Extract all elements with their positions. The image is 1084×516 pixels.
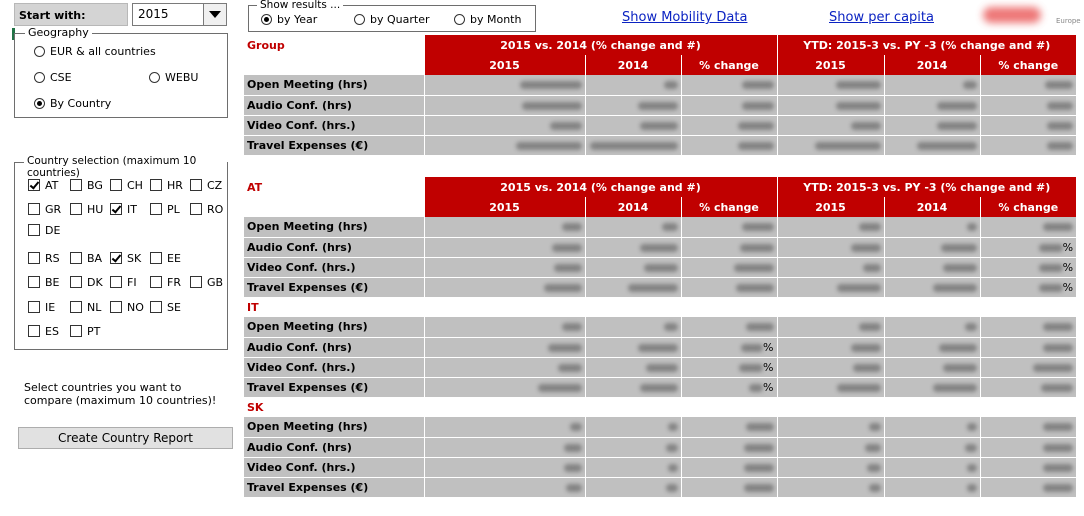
pct-value <box>681 357 777 377</box>
col-pct-change: % change <box>681 197 777 217</box>
checkbox-icon <box>150 276 162 288</box>
table-row <box>244 75 1076 95</box>
checkbox-gb[interactable] <box>190 276 223 289</box>
table-row <box>244 377 1076 397</box>
checkbox-checked-icon <box>28 179 40 191</box>
col-pct-change: % change <box>681 55 777 75</box>
section-row-it <box>244 297 1076 317</box>
checkbox-ro[interactable] <box>190 203 223 216</box>
blurred-value <box>777 75 884 95</box>
header-row-2 <box>244 55 1076 75</box>
checkbox-ba[interactable] <box>70 252 102 265</box>
checkbox-icon <box>70 276 82 288</box>
radio-eur-all-label: EUR & all countries <box>50 45 156 58</box>
show-per-capita-link[interactable]: Show per capita <box>829 10 934 25</box>
radio-icon <box>34 46 45 57</box>
checkbox-es-label: ES <box>45 325 59 338</box>
metric-label: Audio Conf. (hrs) <box>244 337 424 357</box>
checkbox-cz[interactable] <box>190 179 222 192</box>
metric-label: Video Conf. (hrs.) <box>244 357 424 377</box>
blurred-value <box>884 135 980 155</box>
radio-icon <box>354 14 365 25</box>
blurred-value <box>681 417 777 437</box>
checkbox-cz-label: CZ <box>207 179 223 192</box>
metric-label: Video Conf. (hrs.) <box>244 257 424 277</box>
section-title-at: AT <box>247 180 263 194</box>
checkbox-it-label: IT <box>127 203 137 216</box>
radio-icon <box>454 14 465 25</box>
col-2015: 2015 <box>424 197 585 217</box>
blurred-value <box>424 217 585 237</box>
blurred-value <box>681 217 777 237</box>
checkbox-icon <box>70 301 82 313</box>
blurred-value <box>980 457 1076 477</box>
blurred-value <box>980 317 1076 337</box>
checkbox-icon <box>28 325 40 337</box>
pct-sign: % <box>1062 260 1074 274</box>
checkbox-icon <box>70 179 82 191</box>
country-report-table <box>244 177 1076 498</box>
blurred-value <box>884 457 980 477</box>
blurred-value <box>884 337 980 357</box>
blurred-value <box>585 437 681 457</box>
checkbox-checked-icon <box>110 252 122 264</box>
table-row <box>244 317 1076 337</box>
table-row <box>244 437 1076 457</box>
metric-label: Video Conf. (hrs.) <box>244 457 424 477</box>
blurred-value <box>980 437 1076 457</box>
checkbox-icon <box>190 276 202 288</box>
blurred-value <box>980 477 1076 497</box>
blurred-value <box>884 75 980 95</box>
table-row <box>244 135 1076 155</box>
checkbox-at-label: AT <box>45 179 59 192</box>
blurred-value <box>980 357 1076 377</box>
section-title-sk: SK <box>244 397 424 417</box>
checkbox-hu-label: HU <box>87 203 104 216</box>
blurred-value <box>777 237 884 257</box>
radio-by-month-label: by Month <box>470 13 522 26</box>
blurred-value <box>681 95 777 115</box>
radio-selected-icon <box>261 14 272 25</box>
pct-sign: % <box>763 380 774 394</box>
blurred-value <box>884 237 980 257</box>
blurred-value <box>585 317 681 337</box>
col-ytd-2014: 2014 <box>884 197 980 217</box>
country-selection-legend: Country selection (maximum 10 countries) <box>24 155 227 179</box>
col-ytd-2015: 2015 <box>777 197 884 217</box>
checkbox-ch-label: CH <box>127 179 143 192</box>
table-row <box>244 277 1076 297</box>
blurred-value <box>585 477 681 497</box>
blurred-value <box>585 75 681 95</box>
blurred-value <box>777 457 884 477</box>
checkbox-de-label: DE <box>45 224 61 237</box>
blurred-value <box>777 357 884 377</box>
selection-hint: Select countries you want to compare (maximum 10 countries)! <box>24 381 217 407</box>
table-row <box>244 237 1076 257</box>
metric-label: Travel Expenses (€) <box>244 135 424 155</box>
metric-label: Audio Conf. (hrs) <box>244 237 424 257</box>
show-results-legend: Show results ... <box>257 0 343 11</box>
section-title-group: Group <box>247 38 285 52</box>
blurred-value <box>681 75 777 95</box>
table-row <box>244 457 1076 477</box>
blurred-value <box>884 115 980 135</box>
chevron-down-icon[interactable] <box>203 4 226 25</box>
checkbox-bg[interactable] <box>70 179 103 192</box>
blurred-value <box>681 257 777 277</box>
header-spacer <box>244 55 424 75</box>
blurred-value <box>424 477 585 497</box>
start-with-label: Start with: <box>14 3 128 26</box>
blurred-value <box>424 437 585 457</box>
radio-webu-label: WEBU <box>165 71 199 84</box>
metric-label: Travel Expenses (€) <box>244 477 424 497</box>
blurred-value <box>777 115 884 135</box>
blurred-value <box>681 237 777 257</box>
checkbox-ee-label: EE <box>167 252 181 265</box>
table-row <box>244 95 1076 115</box>
checkbox-icon <box>28 252 40 264</box>
checkbox-nl[interactable] <box>70 301 101 314</box>
radio-by-year[interactable] <box>261 13 317 26</box>
checkbox-es[interactable] <box>28 325 59 338</box>
metric-label: Audio Conf. (hrs) <box>244 95 424 115</box>
checkbox-icon <box>28 276 40 288</box>
checkbox-it[interactable] <box>110 203 137 216</box>
radio-icon <box>34 72 45 83</box>
blurred-value <box>585 237 681 257</box>
checkbox-icon <box>28 224 40 236</box>
checkbox-se-label: SE <box>167 301 181 314</box>
pct-value <box>980 257 1076 277</box>
blurred-value <box>681 317 777 337</box>
table-row <box>244 357 1076 377</box>
col-2014: 2014 <box>585 197 681 217</box>
checkbox-icon <box>70 252 82 264</box>
blurred-value <box>980 377 1076 397</box>
pct-sign: % <box>763 360 774 374</box>
pct-value <box>681 337 777 357</box>
blurred-value <box>585 377 681 397</box>
header-row-1 <box>244 35 1076 55</box>
checkbox-pl[interactable] <box>150 203 180 216</box>
blurred-value <box>777 337 884 357</box>
pct-value <box>681 377 777 397</box>
pct-sign: % <box>1062 280 1074 294</box>
blurred-value <box>980 337 1076 357</box>
blurred-value <box>777 477 884 497</box>
blurred-value <box>777 317 884 337</box>
checkbox-icon <box>28 301 40 313</box>
metric-label: Open Meeting (hrs) <box>244 417 424 437</box>
blurred-value <box>884 217 980 237</box>
table-row <box>244 337 1076 357</box>
blurred-value <box>777 257 884 277</box>
header-row-2 <box>244 197 1076 217</box>
blurred-value <box>424 237 585 257</box>
checkbox-de[interactable] <box>28 224 60 237</box>
checkbox-ba-label: BA <box>87 252 103 265</box>
metric-label: Open Meeting (hrs) <box>244 75 424 95</box>
blurred-value <box>884 377 980 397</box>
blurred-value <box>585 337 681 357</box>
checkbox-gr-label: GR <box>45 203 62 216</box>
checkbox-fi-label: FI <box>127 276 137 289</box>
table-row <box>244 257 1076 277</box>
checkbox-rs[interactable] <box>28 252 60 265</box>
blurred-value <box>777 377 884 397</box>
blurred-value <box>424 277 585 297</box>
blurred-value <box>681 477 777 497</box>
metric-label: Open Meeting (hrs) <box>244 217 424 237</box>
checkbox-icon <box>70 203 82 215</box>
checkbox-hr[interactable] <box>150 179 183 192</box>
radio-cse-label: CSE <box>50 71 72 84</box>
col-ytd-pct-change: % change <box>980 55 1076 75</box>
group-report-table <box>244 35 1076 156</box>
blurred-value <box>777 417 884 437</box>
checkbox-fr[interactable] <box>150 276 181 289</box>
col-2014: 2014 <box>585 55 681 75</box>
blurred-value <box>884 95 980 115</box>
blurred-value <box>777 217 884 237</box>
blurred-value <box>980 135 1076 155</box>
radio-by-quarter[interactable] <box>354 13 430 26</box>
checkbox-fr-label: FR <box>167 276 181 289</box>
metric-label: Audio Conf. (hrs) <box>244 437 424 457</box>
blurred-value <box>585 115 681 135</box>
checkbox-dk-label: DK <box>87 276 103 289</box>
metric-label: Video Conf. (hrs.) <box>244 115 424 135</box>
blurred-value <box>424 317 585 337</box>
checkbox-rs-label: RS <box>45 252 60 265</box>
col-2015: 2015 <box>424 55 585 75</box>
pct-value <box>980 277 1076 297</box>
checkbox-no-label: NO <box>127 301 144 314</box>
header-spacer <box>244 197 424 217</box>
blurred-value <box>424 417 585 437</box>
table-row <box>244 417 1076 437</box>
checkbox-ie[interactable] <box>28 301 55 314</box>
col-ytd-pct-change: % change <box>980 197 1076 217</box>
blurred-value <box>585 257 681 277</box>
blurred-value <box>681 135 777 155</box>
checkbox-se[interactable] <box>150 301 181 314</box>
blurred-value <box>884 277 980 297</box>
blurred-value <box>980 417 1076 437</box>
blurred-value <box>980 95 1076 115</box>
blurred-value <box>980 115 1076 135</box>
logo-text: Europe <box>1056 17 1081 25</box>
blurred-value <box>884 317 980 337</box>
radio-cse[interactable] <box>34 71 72 84</box>
header-2015-vs-2014: 2015 vs. 2014 (% change and #) <box>424 177 777 197</box>
checkbox-checked-icon <box>110 203 122 215</box>
section-row-sk <box>244 397 1076 417</box>
blurred-value <box>424 75 585 95</box>
radio-by-quarter-label: by Quarter <box>370 13 430 26</box>
table-row <box>244 217 1076 237</box>
metric-label: Travel Expenses (€) <box>244 277 424 297</box>
checkbox-icon <box>150 301 162 313</box>
radio-by-country[interactable] <box>34 97 111 110</box>
blurred-value <box>424 457 585 477</box>
blurred-value <box>585 217 681 237</box>
checkbox-icon <box>190 179 202 191</box>
radio-by-country-label: By Country <box>50 97 112 110</box>
radio-icon <box>149 72 160 83</box>
checkbox-icon <box>28 203 40 215</box>
checkbox-ie-label: IE <box>45 301 56 314</box>
metric-label: Open Meeting (hrs) <box>244 317 424 337</box>
year-select-value: 2015 <box>138 7 169 21</box>
blurred-value <box>424 135 585 155</box>
checkbox-icon <box>150 252 162 264</box>
checkbox-be-label: BE <box>45 276 60 289</box>
blurred-value <box>980 217 1076 237</box>
section-title-it: IT <box>244 297 424 317</box>
radio-selected-icon <box>34 98 45 109</box>
checkbox-icon <box>150 203 162 215</box>
checkbox-hu[interactable] <box>70 203 103 216</box>
checkbox-gb-label: GB <box>207 276 224 289</box>
blurred-value <box>681 457 777 477</box>
checkbox-pt[interactable] <box>70 325 100 338</box>
blurred-value <box>777 277 884 297</box>
checkbox-icon <box>110 179 122 191</box>
table-row <box>244 115 1076 135</box>
blurred-value <box>424 115 585 135</box>
blurred-value <box>424 357 585 377</box>
pct-value <box>980 237 1076 257</box>
checkbox-dk[interactable] <box>70 276 103 289</box>
year-select[interactable] <box>132 3 227 26</box>
geography-legend: Geography <box>25 26 92 39</box>
blurred-value <box>681 277 777 297</box>
blurred-value <box>884 357 980 377</box>
blurred-value <box>585 135 681 155</box>
blurred-value <box>777 95 884 115</box>
create-country-report-button[interactable]: Create Country Report <box>18 427 233 449</box>
blurred-value <box>585 95 681 115</box>
blurred-value <box>681 115 777 135</box>
table-row <box>244 477 1076 497</box>
pct-sign: % <box>1062 240 1074 254</box>
radio-webu[interactable] <box>149 71 198 84</box>
checkbox-fi[interactable] <box>110 276 137 289</box>
col-ytd-2014: 2014 <box>884 55 980 75</box>
blurred-value <box>884 257 980 277</box>
metric-label: Travel Expenses (€) <box>244 377 424 397</box>
checkbox-be[interactable] <box>28 276 60 289</box>
blurred-value <box>585 357 681 377</box>
checkbox-icon <box>150 179 162 191</box>
radio-by-year-label: by Year <box>277 13 318 26</box>
pct-sign: % <box>763 340 774 354</box>
checkbox-pt-label: PT <box>87 325 101 338</box>
header-row-1 <box>244 177 1076 197</box>
blurred-value <box>884 477 980 497</box>
checkbox-sk-label: SK <box>127 252 142 265</box>
checkbox-nl-label: NL <box>87 301 102 314</box>
blurred-value <box>980 75 1076 95</box>
header-ytd: YTD: 2015-3 vs. PY -3 (% change and #) <box>777 177 1076 197</box>
checkbox-ch[interactable] <box>110 179 143 192</box>
checkbox-hr-label: HR <box>167 179 183 192</box>
checkbox-ro-label: RO <box>207 203 224 216</box>
checkbox-icon <box>110 276 122 288</box>
blurred-value <box>424 377 585 397</box>
blurred-value <box>777 135 884 155</box>
blurred-value <box>424 337 585 357</box>
checkbox-pl-label: PL <box>167 203 180 216</box>
checkbox-at[interactable] <box>28 179 58 192</box>
blurred-value <box>884 437 980 457</box>
company-logo <box>983 7 1041 23</box>
col-ytd-2015: 2015 <box>777 55 884 75</box>
checkbox-no[interactable] <box>110 301 144 314</box>
show-mobility-data-link[interactable]: Show Mobility Data <box>622 10 748 25</box>
blurred-value <box>585 457 681 477</box>
checkbox-sk[interactable] <box>110 252 141 265</box>
blurred-value <box>424 257 585 277</box>
checkbox-ee[interactable] <box>150 252 181 265</box>
header-2015-vs-2014: 2015 vs. 2014 (% change and #) <box>424 35 777 55</box>
radio-eur-all[interactable] <box>34 45 156 58</box>
checkbox-icon <box>70 325 82 337</box>
radio-by-month[interactable] <box>454 13 521 26</box>
checkbox-icon <box>110 301 122 313</box>
checkbox-gr[interactable] <box>28 203 61 216</box>
header-ytd: YTD: 2015-3 vs. PY -3 (% change and #) <box>777 35 1076 55</box>
checkbox-bg-label: BG <box>87 179 103 192</box>
blurred-value <box>884 417 980 437</box>
blurred-value <box>585 277 681 297</box>
blurred-value <box>777 437 884 457</box>
blurred-value <box>681 437 777 457</box>
checkbox-icon <box>190 203 202 215</box>
blurred-value <box>424 95 585 115</box>
blurred-value <box>585 417 681 437</box>
